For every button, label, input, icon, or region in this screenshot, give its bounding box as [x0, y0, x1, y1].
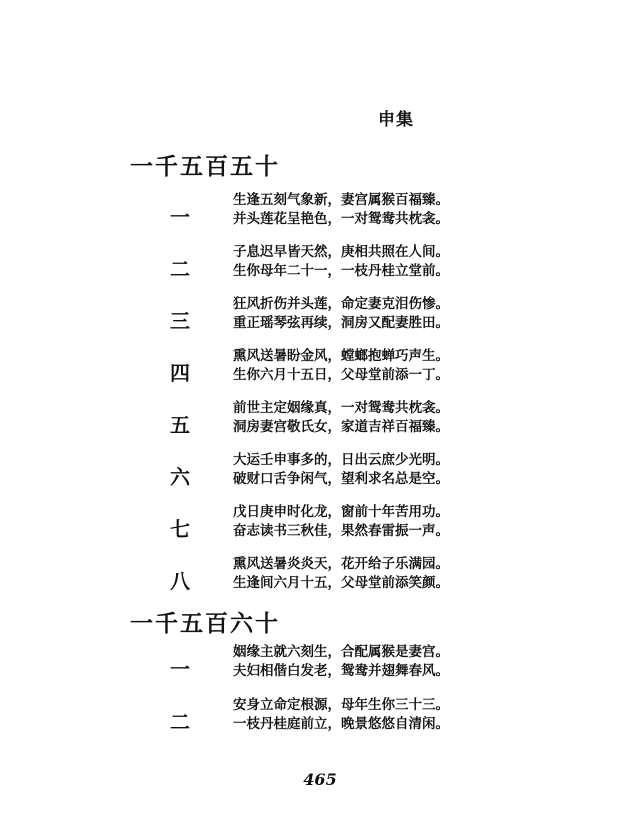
- verse-line: 戊日庚申时化龙，窗前十年苦用功。: [233, 504, 449, 520]
- verse-entry: [160, 696, 480, 740]
- verse-entry: [160, 191, 480, 235]
- verse-line: 一枝丹桂庭前立，晚景悠悠自清闲。: [233, 716, 449, 732]
- verse-line: 熏风送暑炎炎天，花开给子乐满园。: [233, 556, 449, 572]
- verse-entry: [160, 643, 480, 687]
- verse-line: 熏风送暑盼金风，螳螂抱蝉巧声生。: [233, 348, 449, 364]
- entry-number: 三: [170, 309, 190, 333]
- verse-lines: [233, 696, 483, 734]
- entry-number: 四: [170, 361, 190, 385]
- entry-number: 二: [170, 710, 190, 734]
- verse-lines: [233, 503, 483, 541]
- entry-number: 一: [170, 657, 190, 681]
- verse-line: 生逢间六月十五，父母堂前添笑颜。: [233, 575, 449, 591]
- verse-line: 重正瑶琴弦再续，洞房又配妻胜田。: [233, 315, 449, 331]
- verse-entry: [160, 347, 480, 391]
- verse-line: 破财口舌争闲气，望利求名总是空。: [233, 471, 449, 487]
- verse-lines: [233, 295, 483, 333]
- verse-line: 生你六月十五日，父母堂前添一丁。: [233, 367, 449, 383]
- verse-line: 姻缘主就六刻生，合配属猴是妻宫。: [233, 644, 449, 660]
- entry-number: 六: [170, 465, 190, 489]
- verse-line: 子息迟早皆天然，庚相共照在人间。: [233, 244, 449, 260]
- verse-lines: [233, 191, 483, 229]
- verse-line: 狂风折伤并头莲，命定妻克泪伤惨。: [233, 296, 449, 312]
- verse-lines: [233, 243, 483, 281]
- entry-number: 八: [170, 569, 190, 593]
- verse-lines: [233, 399, 483, 437]
- entry-number: 七: [170, 517, 190, 541]
- verse-entry: [160, 295, 480, 339]
- running-header: 申集: [378, 110, 414, 130]
- verse-line: 前世主定姻缘真，一对鸳鸯共枕衾。: [233, 400, 449, 416]
- verse-line: 生你母年二十一，一枝丹桂立堂前。: [233, 263, 449, 279]
- verse-line: 安身立命定根源，母年生你三十三。: [233, 697, 449, 713]
- verse-lines: [233, 643, 483, 681]
- verse-line: 夫妇相偕白发老，鸳鸯并翅舞春风。: [233, 663, 449, 679]
- entry-number: 五: [170, 413, 190, 437]
- section-heading: 一千五百五十: [130, 153, 280, 180]
- verse-line: 洞房妻宫敬氏女，家道吉祥百福臻。: [233, 419, 449, 435]
- entry-number: 一: [170, 205, 190, 229]
- verse-entry: [160, 555, 480, 599]
- verse-line: 并头莲花呈艳色，一对鸳鸯共枕衾。: [233, 211, 449, 227]
- verse-lines: [233, 347, 483, 385]
- verse-entry: [160, 503, 480, 547]
- entry-number: 二: [170, 257, 190, 281]
- page-number: 465: [303, 770, 337, 789]
- verse-entry: [160, 243, 480, 287]
- verse-line: 奋志读书三秋佳，果然春雷振一声。: [233, 523, 449, 539]
- verse-lines: [233, 451, 483, 489]
- verse-entry: [160, 451, 480, 495]
- verse-line: 生逢五刻气象新，妻宫属猴百福臻。: [233, 192, 449, 208]
- section-heading: 一千五百六十: [130, 610, 280, 637]
- verse-line: 大运壬申事多的，日出云庶少光明。: [233, 452, 449, 468]
- verse-lines: [233, 555, 483, 593]
- verse-entry: [160, 399, 480, 443]
